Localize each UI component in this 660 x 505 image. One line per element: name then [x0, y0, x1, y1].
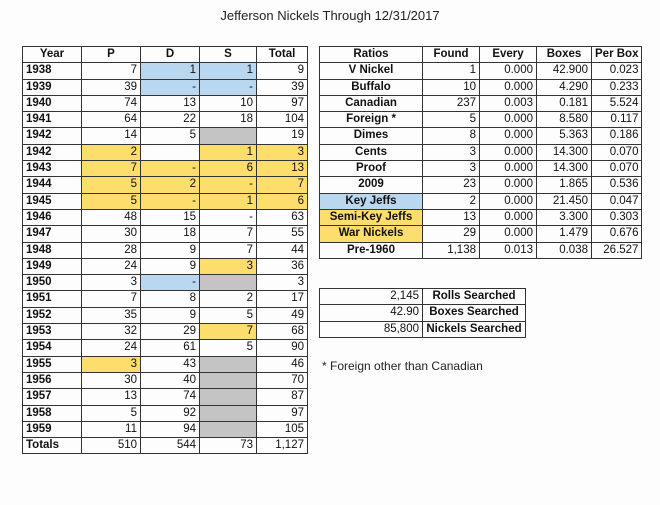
p-cell: 7	[82, 63, 141, 79]
s-cell: -	[200, 177, 257, 193]
per-box-cell: 26.527	[592, 242, 642, 258]
column-header-d: D	[141, 47, 200, 63]
s-cell: 1	[200, 144, 257, 160]
s-cell: 10	[200, 95, 257, 111]
year-cell: 1938	[23, 63, 82, 79]
totals-row	[23, 438, 308, 454]
total-cell: 6	[257, 193, 308, 209]
every-cell: 0.000	[480, 112, 537, 128]
found-cell: 5	[423, 112, 480, 128]
table-row	[23, 144, 308, 160]
s-cell: 5	[200, 307, 257, 323]
per-box-cell: 0.233	[592, 79, 642, 95]
s-cell: 1	[200, 63, 257, 79]
table-row	[23, 161, 308, 177]
boxes-cell: 4.290	[537, 79, 592, 95]
totals-label: Totals	[23, 438, 82, 454]
ratio-label-cell: Semi-Key Jeffs	[320, 209, 423, 225]
d-cell: 9	[141, 307, 200, 323]
table-row	[23, 307, 308, 323]
p-cell: 7	[82, 291, 141, 307]
ratio-label-cell: War Nickels	[320, 226, 423, 242]
total-cell: 3	[257, 144, 308, 160]
d-cell: 29	[141, 324, 200, 340]
table-row	[23, 258, 308, 274]
total-cell: 13	[257, 161, 308, 177]
per-box-cell: 5.524	[592, 95, 642, 111]
ratio-table-body	[320, 63, 642, 259]
year-cell: 1941	[23, 112, 82, 128]
total-cell: 105	[257, 421, 308, 437]
year-cell: 1956	[23, 372, 82, 388]
s-cell: 2	[200, 291, 257, 307]
d-cell: 18	[141, 226, 200, 242]
boxes-cell: 14.300	[537, 144, 592, 160]
found-cell: 13	[423, 209, 480, 225]
p-cell: 30	[82, 226, 141, 242]
column-header-found: Found	[423, 47, 480, 63]
table-row	[23, 275, 308, 291]
per-box-cell: 0.536	[592, 177, 642, 193]
d-cell: 74	[141, 389, 200, 405]
per-box-cell: 0.023	[592, 63, 642, 79]
table-row	[320, 226, 642, 242]
table-row	[23, 242, 308, 258]
d-cell: 13	[141, 95, 200, 111]
table-row	[23, 389, 308, 405]
column-header-total: Total	[257, 47, 308, 63]
s-cell: 1	[200, 193, 257, 209]
column-header-p: P	[82, 47, 141, 63]
table-row	[23, 177, 308, 193]
ratio-label-cell: Key Jeffs	[320, 193, 423, 209]
d-cell: 1	[141, 63, 200, 79]
total-cell: 70	[257, 372, 308, 388]
every-cell: 0.000	[480, 226, 537, 242]
ratio-label-cell: V Nickel	[320, 63, 423, 79]
ratio-label-cell: Cents	[320, 144, 423, 160]
table-row	[23, 291, 308, 307]
boxes-cell: 5.363	[537, 128, 592, 144]
d-cell: 8	[141, 291, 200, 307]
year-table-body	[23, 63, 308, 438]
summary-label: Boxes Searched	[423, 305, 526, 321]
p-cell: 3	[82, 356, 141, 372]
per-box-cell: 0.117	[592, 112, 642, 128]
found-cell: 3	[423, 161, 480, 177]
total-cell: 39	[257, 79, 308, 95]
boxes-cell: 0.181	[537, 95, 592, 111]
found-cell: 1	[423, 63, 480, 79]
ratio-label-cell: 2009	[320, 177, 423, 193]
p-cell: 7	[82, 161, 141, 177]
table-row	[23, 112, 308, 128]
table-row	[320, 161, 642, 177]
ratio-label-cell: Proof	[320, 161, 423, 177]
table-row	[23, 63, 308, 79]
per-box-cell: 0.186	[592, 128, 642, 144]
d-cell: 9	[141, 258, 200, 274]
total-cell: 55	[257, 226, 308, 242]
table-row	[320, 63, 642, 79]
found-cell: 29	[423, 226, 480, 242]
d-cell: 94	[141, 421, 200, 437]
total-cell: 63	[257, 209, 308, 225]
summary-row	[320, 321, 526, 337]
boxes-cell: 1.865	[537, 177, 592, 193]
s-cell: 7	[200, 226, 257, 242]
total-cell: 68	[257, 324, 308, 340]
table-row	[320, 128, 642, 144]
year-cell: 1950	[23, 275, 82, 291]
totals-total: 1,127	[257, 438, 308, 454]
p-cell: 11	[82, 421, 141, 437]
d-cell: -	[141, 79, 200, 95]
every-cell: 0.000	[480, 193, 537, 209]
year-cell: 1944	[23, 177, 82, 193]
s-cell: 3	[200, 258, 257, 274]
table-row	[320, 144, 642, 160]
found-cell: 8	[423, 128, 480, 144]
table-row	[23, 340, 308, 356]
p-cell: 28	[82, 242, 141, 258]
year-cell: 1959	[23, 421, 82, 437]
ratio-table-header-row	[320, 47, 642, 63]
total-cell: 7	[257, 177, 308, 193]
s-cell	[200, 356, 257, 372]
d-cell: 2	[141, 177, 200, 193]
year-cell: 1948	[23, 242, 82, 258]
every-cell: 0.000	[480, 63, 537, 79]
year-cell: 1947	[23, 226, 82, 242]
table-row	[23, 128, 308, 144]
p-cell: 24	[82, 340, 141, 356]
ratios-table	[319, 46, 642, 259]
found-cell: 1,138	[423, 242, 480, 258]
column-header-boxes: Boxes	[537, 47, 592, 63]
total-cell: 97	[257, 405, 308, 421]
p-cell: 74	[82, 95, 141, 111]
table-row	[23, 421, 308, 437]
summary-value: 2,145	[320, 289, 423, 305]
table-row	[320, 242, 642, 258]
total-cell: 9	[257, 63, 308, 79]
p-cell: 39	[82, 79, 141, 95]
table-row	[23, 324, 308, 340]
total-cell: 19	[257, 128, 308, 144]
total-cell: 36	[257, 258, 308, 274]
p-cell: 5	[82, 193, 141, 209]
s-cell	[200, 372, 257, 388]
column-header-per-box: Per Box	[592, 47, 642, 63]
p-cell: 30	[82, 372, 141, 388]
table-row	[23, 209, 308, 225]
per-box-cell: 0.676	[592, 226, 642, 242]
table-row	[23, 372, 308, 388]
summary-value: 85,800	[320, 321, 423, 337]
found-cell: 237	[423, 95, 480, 111]
boxes-cell: 1.479	[537, 226, 592, 242]
p-cell: 32	[82, 324, 141, 340]
p-cell: 5	[82, 177, 141, 193]
d-cell: 15	[141, 209, 200, 225]
p-cell: 3	[82, 275, 141, 291]
d-cell: 22	[141, 112, 200, 128]
year-cell: 1940	[23, 95, 82, 111]
per-box-cell: 0.047	[592, 193, 642, 209]
table-row	[320, 79, 642, 95]
d-cell	[141, 144, 200, 160]
total-cell: 3	[257, 275, 308, 291]
p-cell: 14	[82, 128, 141, 144]
table-row	[320, 95, 642, 111]
total-cell: 44	[257, 242, 308, 258]
page-title: Jefferson Nickels Through 12/31/2017	[220, 8, 440, 23]
d-cell: -	[141, 275, 200, 291]
s-cell: -	[200, 209, 257, 225]
totals-d: 544	[141, 438, 200, 454]
found-cell: 3	[423, 144, 480, 160]
total-cell: 97	[257, 95, 308, 111]
d-cell: 43	[141, 356, 200, 372]
s-cell	[200, 128, 257, 144]
summary-row	[320, 305, 526, 321]
year-cell: 1958	[23, 405, 82, 421]
boxes-cell: 14.300	[537, 161, 592, 177]
s-cell: 7	[200, 324, 257, 340]
year-cell: 1957	[23, 389, 82, 405]
year-table-header-row	[23, 47, 308, 63]
table-row	[320, 209, 642, 225]
p-cell: 24	[82, 258, 141, 274]
summary-label: Rolls Searched	[423, 289, 526, 305]
per-box-cell: 0.070	[592, 161, 642, 177]
total-cell: 87	[257, 389, 308, 405]
d-cell: 92	[141, 405, 200, 421]
s-cell: 18	[200, 112, 257, 128]
s-cell: 6	[200, 161, 257, 177]
boxes-cell: 8.580	[537, 112, 592, 128]
year-cell: 1942	[23, 128, 82, 144]
search-summary-table	[319, 288, 526, 338]
every-cell: 0.000	[480, 209, 537, 225]
d-cell: -	[141, 193, 200, 209]
every-cell: 0.013	[480, 242, 537, 258]
summary-row	[320, 289, 526, 305]
table-row	[320, 112, 642, 128]
footnote: * Foreign other than Canadian	[322, 359, 483, 373]
ratio-label-cell: Foreign *	[320, 112, 423, 128]
ratio-label-cell: Pre-1960	[320, 242, 423, 258]
year-cell: 1953	[23, 324, 82, 340]
d-cell: 40	[141, 372, 200, 388]
p-cell: 64	[82, 112, 141, 128]
table-row	[23, 356, 308, 372]
total-cell: 46	[257, 356, 308, 372]
year-cell: 1943	[23, 161, 82, 177]
year-cell: 1951	[23, 291, 82, 307]
year-cell: 1939	[23, 79, 82, 95]
table-row	[320, 193, 642, 209]
s-cell	[200, 421, 257, 437]
boxes-cell: 21.450	[537, 193, 592, 209]
column-header-every: Every	[480, 47, 537, 63]
table-row	[23, 95, 308, 111]
year-cell: 1945	[23, 193, 82, 209]
d-cell: 9	[141, 242, 200, 258]
summary-label: Nickels Searched	[423, 321, 526, 337]
table-row	[23, 405, 308, 421]
year-cell: 1954	[23, 340, 82, 356]
table-row	[320, 177, 642, 193]
s-cell	[200, 389, 257, 405]
s-cell: 7	[200, 242, 257, 258]
p-cell: 35	[82, 307, 141, 323]
year-mintmark-table	[22, 46, 308, 454]
total-cell: 90	[257, 340, 308, 356]
total-cell: 49	[257, 307, 308, 323]
s-cell: -	[200, 79, 257, 95]
every-cell: 0.000	[480, 161, 537, 177]
ratio-label-cell: Dimes	[320, 128, 423, 144]
s-cell: 5	[200, 340, 257, 356]
total-cell: 17	[257, 291, 308, 307]
found-cell: 2	[423, 193, 480, 209]
totals-p: 510	[82, 438, 141, 454]
every-cell: 0.000	[480, 128, 537, 144]
year-cell: 1955	[23, 356, 82, 372]
p-cell: 48	[82, 209, 141, 225]
year-cell: 1942	[23, 144, 82, 160]
every-cell: 0.000	[480, 144, 537, 160]
p-cell: 2	[82, 144, 141, 160]
table-row	[23, 79, 308, 95]
table-row	[23, 193, 308, 209]
p-cell: 5	[82, 405, 141, 421]
column-header-s: S	[200, 47, 257, 63]
d-cell: -	[141, 161, 200, 177]
per-box-cell: 0.303	[592, 209, 642, 225]
per-box-cell: 0.070	[592, 144, 642, 160]
d-cell: 5	[141, 128, 200, 144]
totals-s: 73	[200, 438, 257, 454]
boxes-cell: 0.038	[537, 242, 592, 258]
every-cell: 0.000	[480, 177, 537, 193]
boxes-cell: 3.300	[537, 209, 592, 225]
year-cell: 1952	[23, 307, 82, 323]
s-cell	[200, 275, 257, 291]
every-cell: 0.003	[480, 95, 537, 111]
d-cell: 61	[141, 340, 200, 356]
total-cell: 104	[257, 112, 308, 128]
summary-value: 42.90	[320, 305, 423, 321]
found-cell: 10	[423, 79, 480, 95]
year-cell: 1946	[23, 209, 82, 225]
year-cell: 1949	[23, 258, 82, 274]
every-cell: 0.000	[480, 79, 537, 95]
p-cell: 13	[82, 389, 141, 405]
column-header-year: Year	[23, 47, 82, 63]
ratio-label-cell: Buffalo	[320, 79, 423, 95]
s-cell	[200, 405, 257, 421]
column-header-ratios: Ratios	[320, 47, 423, 63]
boxes-cell: 42.900	[537, 63, 592, 79]
table-row	[23, 226, 308, 242]
found-cell: 23	[423, 177, 480, 193]
summary-table-body	[320, 289, 526, 338]
ratio-label-cell: Canadian	[320, 95, 423, 111]
